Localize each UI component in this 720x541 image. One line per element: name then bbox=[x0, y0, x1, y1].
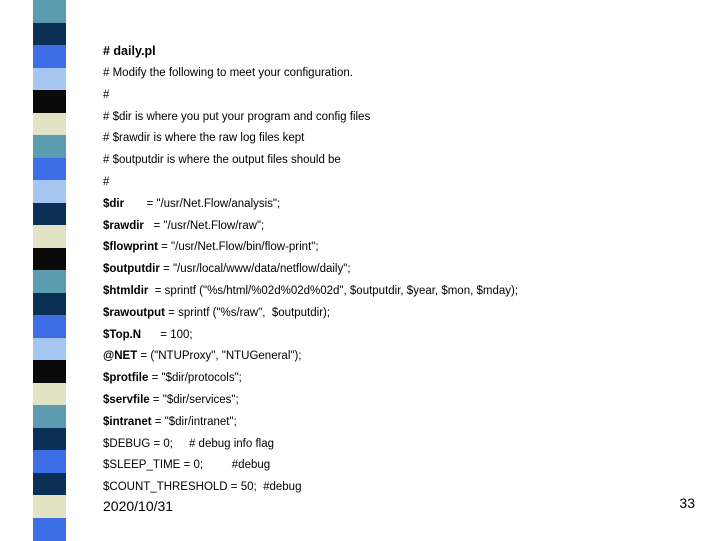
stripe-block bbox=[33, 518, 66, 541]
page-number: 33 bbox=[679, 495, 695, 511]
comment-line: # bbox=[103, 175, 110, 188]
stripe-block bbox=[33, 68, 66, 91]
assignment-value: = sprintf ("%s/html/%02d%02d%02d", $outputdir, $year, $mon, $mday); bbox=[148, 284, 519, 297]
debug-line: $COUNT_THRESHOLD = 50; #debug bbox=[103, 481, 302, 494]
assignment-line bbox=[103, 240, 703, 262]
debug-line: $DEBUG = 0; # debug info flag bbox=[103, 437, 275, 450]
assignment-line bbox=[103, 371, 703, 393]
variable-name: $flowprint bbox=[103, 241, 158, 254]
comment-line: # $outputdir is where the output files should be bbox=[103, 154, 341, 167]
debug-line: $SLEEP_TIME = 0; #debug bbox=[103, 459, 271, 472]
stripe-block bbox=[33, 45, 66, 68]
code-listing bbox=[103, 44, 703, 502]
comment-line: # $dir is where you put your program and config files bbox=[103, 110, 371, 123]
stripe-block bbox=[33, 450, 66, 473]
variable-name: $Top.N bbox=[103, 328, 142, 341]
stripe-block bbox=[33, 113, 66, 136]
variable-name: $rawoutput bbox=[103, 306, 165, 319]
variable-name: $dir bbox=[103, 197, 125, 210]
stripe-block bbox=[33, 360, 66, 383]
variable-name: $protfile bbox=[103, 372, 149, 385]
stripe-block bbox=[33, 180, 66, 203]
assignment-line bbox=[103, 393, 703, 415]
variable-name: $outputdir bbox=[103, 263, 160, 276]
assignment-line bbox=[103, 349, 703, 371]
stripe-block bbox=[33, 135, 66, 158]
stripe-block bbox=[33, 383, 66, 406]
assignment-value: = sprintf ("%s/raw", $outputdir); bbox=[164, 306, 331, 319]
assignment-value: = "$dir/intranet"; bbox=[151, 415, 237, 428]
stripe-block bbox=[33, 270, 66, 293]
stripe-block bbox=[33, 293, 66, 316]
stripe-block bbox=[33, 248, 66, 271]
stripe-block bbox=[33, 23, 66, 46]
slide-title: # daily.pl bbox=[103, 44, 156, 58]
comment-line: # bbox=[103, 88, 110, 101]
stripe-block bbox=[33, 158, 66, 181]
assignment-value: = "$dir/services"; bbox=[149, 393, 239, 406]
assignment-value: = "/usr/Net.Flow/bin/flow-print"; bbox=[157, 241, 319, 254]
stripe-block bbox=[33, 90, 66, 113]
stripe-block bbox=[33, 405, 66, 428]
variable-name: $servfile bbox=[103, 393, 150, 406]
variable-name: @NET bbox=[103, 350, 138, 363]
comment-line: # $rawdir is where the raw log files kept bbox=[103, 132, 305, 145]
assignment-line bbox=[103, 262, 703, 284]
slide-date: 2020/10/31 bbox=[103, 498, 174, 514]
stripe-block bbox=[33, 428, 66, 451]
variable-name: $intranet bbox=[103, 415, 152, 428]
assignment-value: = "$dir/protocols"; bbox=[148, 372, 242, 385]
variable-name: $htmldir bbox=[103, 284, 149, 297]
assignment-line bbox=[103, 219, 703, 241]
stripe-block bbox=[33, 203, 66, 226]
assignment-line bbox=[103, 306, 703, 328]
stripe-block bbox=[33, 0, 66, 23]
stripe-block bbox=[33, 315, 66, 338]
assignment-value: = ("NTUProxy", "NTUGeneral"); bbox=[137, 350, 302, 363]
assignment-value: = "/usr/local/www/data/netflow/daily"; bbox=[159, 263, 351, 276]
assignment-line bbox=[103, 284, 703, 306]
stripe-block bbox=[33, 338, 66, 361]
stripe-block bbox=[33, 225, 66, 248]
assignment-value: = "/usr/Net.Flow/raw"; bbox=[143, 219, 265, 232]
variable-name: $rawdir bbox=[103, 219, 144, 232]
decorative-stripe bbox=[0, 0, 66, 540]
comment-line: # Modify the following to meet your configuration. bbox=[103, 67, 353, 79]
assignment-line bbox=[103, 328, 703, 350]
assignment-line bbox=[103, 197, 703, 219]
assignment-value: = 100; bbox=[141, 328, 193, 341]
assignment-value: = "/usr/Net.Flow/analysis"; bbox=[124, 197, 281, 210]
assignment-line bbox=[103, 415, 703, 437]
stripe-block bbox=[33, 495, 66, 518]
stripe-block bbox=[33, 473, 66, 496]
